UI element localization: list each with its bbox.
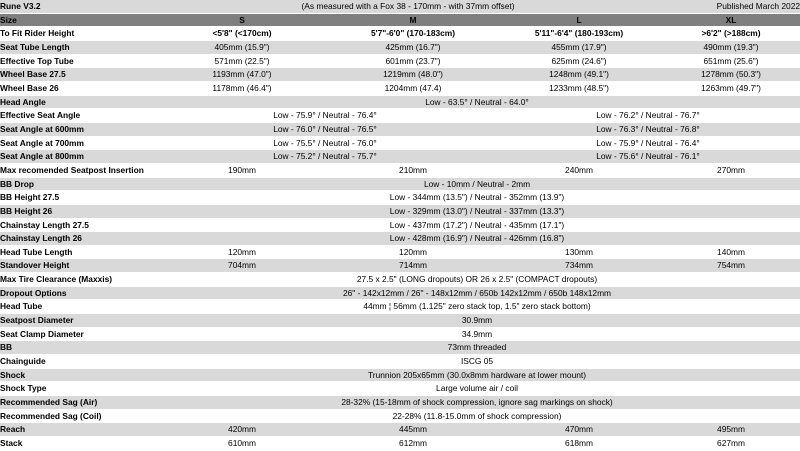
cell-s: 420mm (154, 423, 330, 437)
cell-l: 1233mm (48.5") (496, 81, 662, 95)
measurement-note: (As measured with a Fox 38 - 170mm - with 37mm offset) (154, 0, 662, 13)
cell-xl: 140mm (662, 245, 800, 259)
cell-l: 618mm (496, 437, 662, 451)
row-label: Head Tube Length (0, 245, 154, 259)
cell-all-sizes: Low - 437mm (17.2") / Neutral - 435mm (17.1") (154, 218, 800, 232)
cell-xl: 1278mm (50.3") (662, 68, 800, 82)
geometry-row (0, 81, 800, 95)
cell-l-xl: Low - 76.2° / Neutral - 76.7° (496, 109, 800, 123)
cell-all-sizes: ISCG 05 (154, 355, 800, 369)
row-label: To Fit Rider Height (0, 27, 154, 41)
row-label: Dropout Options (0, 286, 154, 300)
cell-all-sizes: Large volume air / coil (154, 382, 800, 396)
row-label: Wheel Base 26 (0, 81, 154, 95)
cell-m: 1219mm (48.0") (330, 68, 496, 82)
row-label: Chainstay Length 26 (0, 232, 154, 246)
row-label: Effective Seat Angle (0, 109, 154, 123)
geometry-row (0, 286, 800, 300)
geometry-row (0, 245, 800, 259)
row-label: Seat Angle at 700mm (0, 136, 154, 150)
row-label: BB Height 26 (0, 204, 154, 218)
rider-height-s: <5'8" (<170cm) (154, 27, 330, 41)
geometry-row (0, 191, 800, 205)
row-label: BB (0, 341, 154, 355)
cell-s: 1178mm (46.4") (154, 81, 330, 95)
cell-all-sizes: Low - 428mm (16.9") / Neutral - 426mm (16.8") (154, 232, 800, 246)
geometry-row (0, 204, 800, 218)
cell-s-m: Low - 75.9° / Neutral - 76.4° (154, 109, 496, 123)
cell-l: 455mm (17.9") (496, 40, 662, 54)
cell-xl: 651mm (25.6") (662, 54, 800, 68)
row-label: BB Height 27.5 (0, 191, 154, 205)
size-label: Size (0, 13, 154, 27)
cell-s: 120mm (154, 245, 330, 259)
cell-l: 625mm (24.6") (496, 54, 662, 68)
cell-m: 1204mm (47.4) (330, 81, 496, 95)
cell-all-sizes: Low - 329mm (13.0") / Neutral - 337mm (13.3") (154, 204, 800, 218)
cell-s-m: Low - 75.2° / Neutral - 75.7° (154, 150, 496, 164)
row-label: Effective Top Tube (0, 54, 154, 68)
geometry-row (0, 382, 800, 396)
row-label: Seat Tube Length (0, 40, 154, 54)
cell-m: 601mm (23.7") (330, 54, 496, 68)
rider-height-xl: >6'2" (>188cm) (662, 27, 800, 41)
geometry-row (0, 341, 800, 355)
size-s: S (154, 13, 330, 27)
cell-xl: 495mm (662, 423, 800, 437)
geometry-row (0, 163, 800, 177)
cell-m: 714mm (330, 259, 496, 273)
row-label: Reach (0, 423, 154, 437)
geometry-row (0, 327, 800, 341)
row-label: Seat Angle at 800mm (0, 150, 154, 164)
size-header-row (0, 13, 800, 27)
row-label: Chainguide (0, 355, 154, 369)
cell-l-xl: Low - 75.9° / Neutral - 76.4° (496, 136, 800, 150)
cell-l-xl: Low - 76.3° / Neutral - 76.8° (496, 122, 800, 136)
cell-s-m: Low - 75.5° / Neutral - 76.0° (154, 136, 496, 150)
title-row (0, 0, 800, 13)
geometry-row (0, 218, 800, 232)
cell-s: 190mm (154, 163, 330, 177)
cell-all-sizes: Low - 63.5° / Neutral - 64.0° (154, 95, 800, 109)
row-label: Shock Type (0, 382, 154, 396)
cell-all-sizes: 73mm threaded (154, 341, 800, 355)
geometry-row (0, 136, 800, 150)
cell-all-sizes: 28-32% (15-18mm of shock compression, ignore sag markings on shock) (154, 396, 800, 410)
geometry-row (0, 355, 800, 369)
row-label: BB Drop (0, 177, 154, 191)
cell-l: 240mm (496, 163, 662, 177)
geometry-row (0, 40, 800, 54)
geometry-row (0, 396, 800, 410)
geometry-row (0, 122, 800, 136)
geometry-row (0, 409, 800, 423)
cell-all-sizes: Low - 10mm / Neutral - 2mm (154, 177, 800, 191)
row-label: Standover Height (0, 259, 154, 273)
row-label: Seat Clamp Diameter (0, 327, 154, 341)
cell-xl: 754mm (662, 259, 800, 273)
cell-s-m: Low - 76.0° / Neutral - 76.5° (154, 122, 496, 136)
geometry-row (0, 368, 800, 382)
cell-l: 1248mm (49.1") (496, 68, 662, 82)
rider-height-row (0, 27, 800, 41)
cell-xl: 627mm (662, 437, 800, 451)
rider-height-l: 5'11"-6'4" (180-193cm) (496, 27, 662, 41)
cell-all-sizes: 30.9mm (154, 314, 800, 328)
row-label: Shock (0, 368, 154, 382)
cell-l: 470mm (496, 423, 662, 437)
cell-xl: 270mm (662, 163, 800, 177)
geometry-row (0, 314, 800, 328)
cell-l-xl: Low - 75.6° / Neutral - 76.1° (496, 150, 800, 164)
row-label: Max recomended Seatpost Insertion (0, 163, 154, 177)
cell-s: 571mm (22.5") (154, 54, 330, 68)
cell-s: 1193mm (47.0") (154, 68, 330, 82)
cell-s: 610mm (154, 437, 330, 451)
geometry-row (0, 54, 800, 68)
cell-all-sizes: 44mm ¦ 56mm (1.125" zero stack top, 1.5" zero stack bottom) (154, 300, 800, 314)
geometry-row (0, 232, 800, 246)
geometry-row (0, 273, 800, 287)
row-label: Head Tube (0, 300, 154, 314)
cell-all-sizes: 26" - 142x12mm / 26" - 148x12mm / 650b 142x12mm / 650b 148x12mm (154, 286, 800, 300)
cell-m: 612mm (330, 437, 496, 451)
cell-m: 120mm (330, 245, 496, 259)
geometry-row (0, 437, 800, 451)
rider-height-m: 5'7"-6'0" (170-183cm) (330, 27, 496, 41)
geometry-row (0, 150, 800, 164)
geometry-row (0, 423, 800, 437)
row-label: Seat Angle at 600mm (0, 122, 154, 136)
row-label: Max Tire Clearance (Maxxis) (0, 273, 154, 287)
row-label: Chainstay Length 27.5 (0, 218, 154, 232)
cell-xl: 1263mm (49.7") (662, 81, 800, 95)
size-m: M (330, 13, 496, 27)
model-name: Rune V3.2 (0, 0, 154, 13)
geometry-row (0, 259, 800, 273)
geometry-row (0, 109, 800, 123)
cell-m: 425mm (16.7") (330, 40, 496, 54)
cell-s: 704mm (154, 259, 330, 273)
cell-m: 210mm (330, 163, 496, 177)
row-label: Head Angle (0, 95, 154, 109)
geometry-row (0, 300, 800, 314)
size-xl: XL (662, 13, 800, 27)
cell-all-sizes: 27.5 x 2.5" (LONG dropouts) OR 26 x 2.5" (COMPACT dropouts) (154, 273, 800, 287)
row-label: Wheel Base 27.5 (0, 68, 154, 82)
geometry-row (0, 95, 800, 109)
row-label: Recommended Sag (Air) (0, 396, 154, 410)
row-label: Stack (0, 437, 154, 451)
geometry-row (0, 177, 800, 191)
cell-l: 130mm (496, 245, 662, 259)
row-label: Seatpost Diameter (0, 314, 154, 328)
published-date: Published March 2022 (662, 0, 800, 13)
cell-all-sizes: Trunnion 205x65mm (30.0x8mm hardware at lower mount) (154, 368, 800, 382)
cell-all-sizes: Low - 344mm (13.5") / Neutral - 352mm (13.9") (154, 191, 800, 205)
cell-all-sizes: 34.9mm (154, 327, 800, 341)
cell-all-sizes: 22-28% (11.8-15.0mm of shock compression) (154, 409, 800, 423)
cell-l: 734mm (496, 259, 662, 273)
cell-xl: 490mm (19.3") (662, 40, 800, 54)
row-label: Recommended Sag (Coil) (0, 409, 154, 423)
size-l: L (496, 13, 662, 27)
cell-s: 405mm (15.9") (154, 40, 330, 54)
geometry-row (0, 68, 800, 82)
cell-m: 445mm (330, 423, 496, 437)
